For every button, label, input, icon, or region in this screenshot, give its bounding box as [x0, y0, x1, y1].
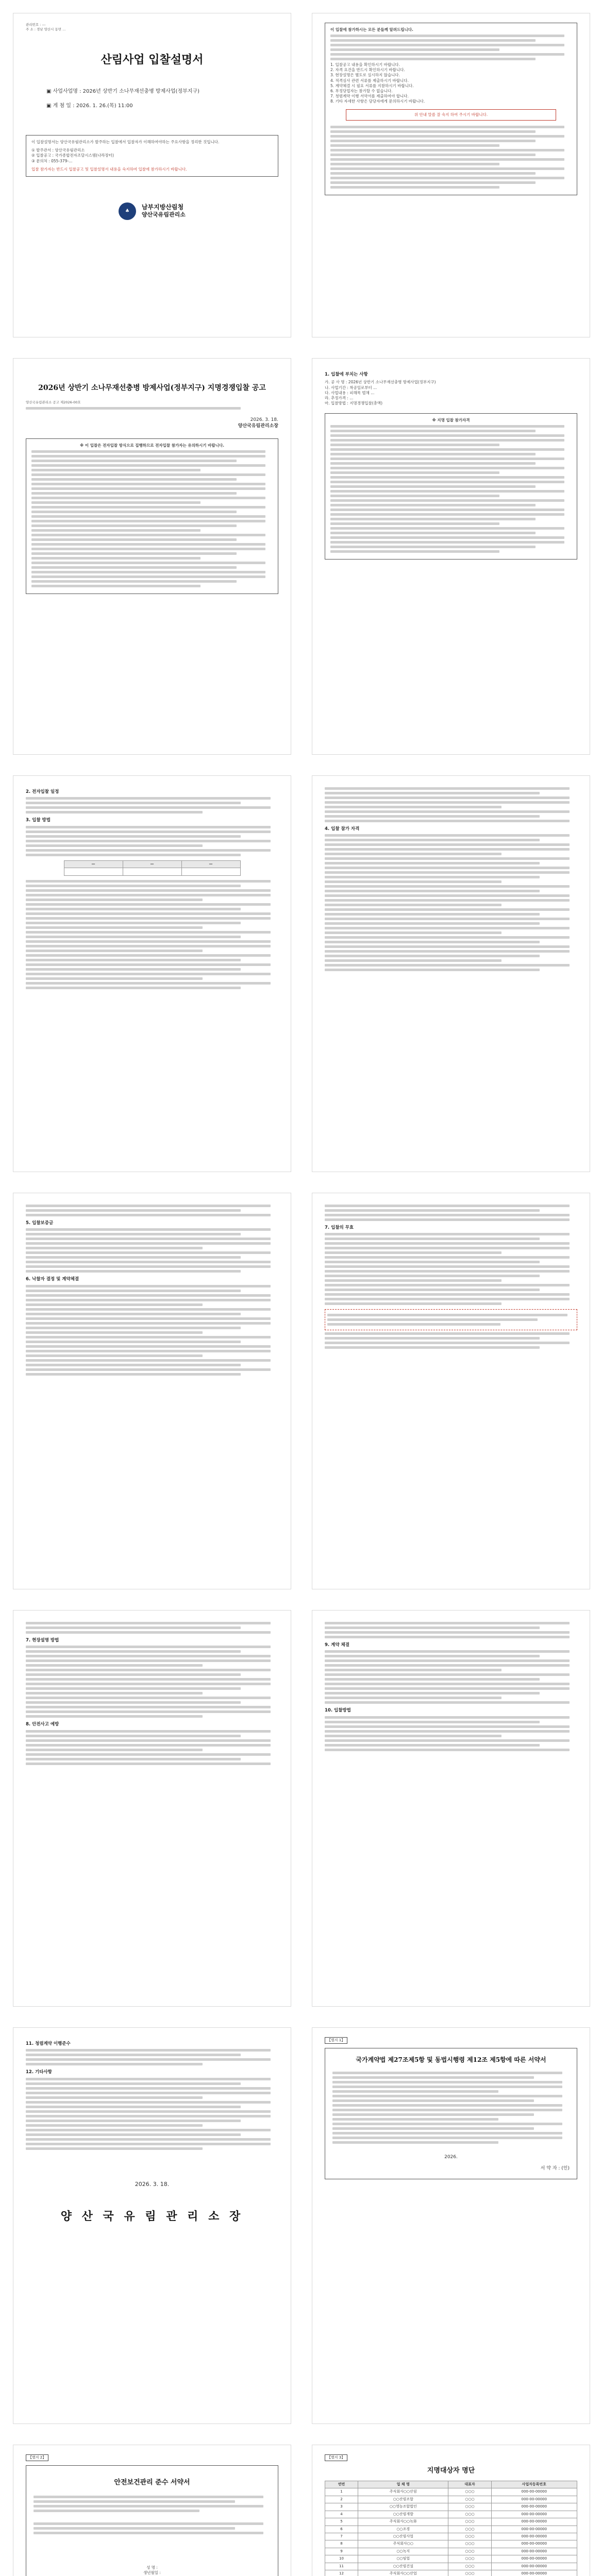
document-page [13, 358, 291, 755]
warning-text: 입찰 참가자는 반드시 입찰공고 및 입찰설명서 내용을 숙지하여 입찰에 참가하시기 바랍니다. [31, 166, 187, 172]
instructions-box [325, 23, 577, 195]
form-tag: 【별지 1】 [325, 2037, 347, 2044]
table-cell: 9 [325, 2548, 358, 2555]
table-row [325, 2503, 577, 2511]
table-cell: ○○임업 [358, 2555, 448, 2563]
instruction-item: 7. 청렴계약 이행 서약서를 제출하여야 합니다. [330, 93, 409, 98]
document-page [13, 2027, 291, 2424]
header-meta: 관리번호 : --- [26, 23, 46, 27]
closing-date: 2026. 3. 18. [135, 2180, 170, 2188]
document-page [312, 2445, 590, 2576]
instruction-item: 4. 적격심사 관련 서류를 제출하시기 바랍니다. [330, 78, 409, 83]
header-meta: 주 소 : 경남 양산시 동면 ... [26, 27, 66, 31]
highlight-box [325, 1309, 577, 1330]
instruction-item: 2. 자격 요건을 반드시 확인하시기 바랍니다. [330, 67, 405, 73]
table-cell: 1 [325, 2488, 358, 2496]
table-cell: 6 [325, 2526, 358, 2533]
table-cell: 8 [325, 2540, 358, 2548]
section-heading: 5. 입찰보증금 [26, 1221, 54, 1226]
table-cell: ○○○ [448, 2540, 491, 2548]
table-cell: ○○○ [448, 2511, 491, 2518]
section-heading: 3. 입찰 방법 [26, 818, 51, 823]
price-table: — — — [64, 860, 241, 876]
box-title: 이 입찰에 참가하시는 모든 분들께 알려드립니다. [330, 27, 413, 32]
notice-box [26, 135, 278, 177]
page-title: 산림사업 입찰설명서 [101, 53, 204, 66]
org-subname: 양산국유림관리소 [141, 211, 186, 218]
table-cell: ○○○ [448, 2563, 491, 2570]
issuer-signature: 양 산 국 유 림 관 리 소 장 [60, 2209, 244, 2223]
table-cell: 000-00-00000 [491, 2540, 577, 2548]
table-cell: 000-00-00000 [491, 2555, 577, 2563]
table-cell: 주식회사○○산림 [358, 2488, 448, 2496]
section-heading: 7. 입찰의 무효 [325, 1225, 354, 1230]
info-row: 나. 사업기간 : 착공일로부터 ... [325, 385, 377, 390]
info-row: 가. 공 사 명 : 2026년 상반기 소나무재선충병 방제사업(정부지구) [325, 380, 436, 385]
table-cell: 000-00-00000 [491, 2488, 577, 2496]
instruction-item: 1. 입찰공고 내용을 확인하시기 바랍니다. [330, 62, 400, 67]
table-cell: 000-00-00000 [491, 2518, 577, 2526]
form-title: 국가계약법 제27조제5항 및 동법시행령 제12조 제5항에 따른 서약서 [356, 2056, 546, 2064]
table-cell: 12 [325, 2570, 358, 2576]
section-heading: 7. 현장설명 방법 [26, 1638, 59, 1643]
announcement-date: 2026. 3. 18. [250, 417, 278, 422]
table-cell: 000-00-00000 [491, 2526, 577, 2533]
notice-item: ① 발주관서 : 양산국유림관리소 [31, 148, 85, 153]
table-cell: 000-00-00000 [491, 2511, 577, 2518]
signer-field: 서 약 자 : (인) [540, 2165, 570, 2171]
item-label: ▣ 사업사업명 : [46, 89, 81, 95]
document-page [312, 2027, 590, 2424]
table-row [325, 2488, 577, 2496]
document-page [312, 13, 590, 337]
table-row [325, 2511, 577, 2518]
table-cell: ○○산림사업 [358, 2533, 448, 2540]
table-cell: ○○산림개발 [358, 2511, 448, 2518]
info-row: 다. 사업내용 : 피해목 벌채 ... [325, 390, 375, 395]
table-cell: ○○○ [448, 2555, 491, 2563]
nominee-table [325, 2481, 577, 2576]
table-cell: 11 [325, 2563, 358, 2570]
table-row [325, 2533, 577, 2540]
info-row: 마. 입찰방법 : 지명경쟁입찰(총액) [325, 400, 383, 405]
notice-item: ② 입찰공고 : 국가종합전자조달시스템(나라장터) [31, 153, 114, 158]
item-name: 2026년 상반기 소나무재선충병 방제사업(정부지구) [82, 89, 199, 95]
org-name: 남부지방산림청 [141, 203, 184, 211]
table-row [325, 2540, 577, 2548]
notice-item: ③ 문의처 : 055-379-... [31, 158, 73, 163]
form-title: 안전보건관리 준수 서약서 [114, 2479, 190, 2487]
red-notice-text: 위 안내 말씀 잘 숙지 하여 주시기 바랍니다. [414, 112, 488, 117]
table-cell: 주식회사○○ [358, 2540, 448, 2548]
electronic-bid-notice-box [26, 438, 278, 594]
form-tag: 【별지 2】 [26, 2454, 48, 2461]
section-heading: 11. 청렴계약 이행준수 [26, 2041, 71, 2046]
announcement-title: 2026년 상반기 소나무재선충병 방제사업(정부지구) 지명경쟁입찰 공고 [38, 384, 266, 392]
pledge-form [325, 2048, 577, 2179]
column-header: 연번 [325, 2481, 358, 2488]
table-cell: ○○영농조합법인 [358, 2503, 448, 2511]
table-row [325, 2555, 577, 2563]
document-page [312, 775, 590, 1172]
table-cell: 3 [325, 2503, 358, 2511]
column-header: 업 체 명 [358, 2481, 448, 2488]
table-cell: ○○○ [448, 2533, 491, 2540]
table-cell: 000-00-00000 [491, 2533, 577, 2540]
section-heading: 8. 안전사고 예방 [26, 1722, 59, 1727]
instruction-item: 8. 기타 자세한 사항은 담당자에게 문의하시기 바랍니다. [330, 99, 425, 104]
section-heading: 10. 입찰방법 [325, 1708, 351, 1714]
instruction-item: 6. 부정당업자는 참가할 수 없습니다. [330, 88, 393, 93]
table-cell: 2 [325, 2496, 358, 2503]
form-tag: 【별지 3】 [325, 2454, 347, 2461]
document-page [13, 1610, 291, 2007]
document-page [13, 775, 291, 1172]
date-label: ▣ 게 첨 일 : [46, 103, 75, 109]
table-cell: 000-00-00000 [491, 2570, 577, 2576]
red-notice-box [346, 109, 556, 121]
table-cell: ○○○ [448, 2526, 491, 2533]
safety-pledge-form [26, 2465, 278, 2576]
table-cell: ○○○ [448, 2518, 491, 2526]
table-cell: 5 [325, 2518, 358, 2526]
box-heading: ※ 지명 입찰 참가자격 [432, 418, 470, 423]
notice-number: 양산국유림관리소 공고 제2026-00호 [26, 400, 81, 404]
announcing-org: 양산국유림관리소장 [238, 423, 278, 429]
table-row [325, 2496, 577, 2503]
table-row [325, 2518, 577, 2526]
table-cell: 10 [325, 2555, 358, 2563]
table-cell: ○○녹지 [358, 2548, 448, 2555]
document-page [312, 1610, 590, 2007]
document-page [312, 358, 590, 755]
form-date: 2026. [444, 2154, 458, 2160]
table-row [325, 2563, 577, 2570]
table-row [325, 2526, 577, 2533]
table-row [325, 2570, 577, 2576]
table-cell: ○○○ [448, 2548, 491, 2555]
column-header: 사업자등록번호 [491, 2481, 577, 2488]
table-cell: 4 [325, 2511, 358, 2518]
section-heading: 1. 입찰에 부치는 사항 [325, 372, 368, 377]
qualification-box [325, 413, 577, 560]
list-title: 지명대상자 명단 [427, 2467, 475, 2475]
table-cell: 000-00-00000 [491, 2563, 577, 2570]
table-cell: 주식회사○○산업 [358, 2570, 448, 2576]
table-cell: ○○○ [448, 2570, 491, 2576]
document-page [13, 1193, 291, 1589]
notice-text: 이 입찰설명서는 양산국유림관리소가 발주하는 입찰에서 입찰자가 이해하여야하는 주요사항을 정리한 것입니다. [31, 140, 220, 145]
table-cell: ○○산림건설 [358, 2563, 448, 2570]
column-header: 대표자 [448, 2481, 491, 2488]
document-page [13, 2445, 291, 2576]
info-row: 라. 추정가격 : ... [325, 395, 354, 400]
section-heading: 12. 기타사항 [26, 2070, 52, 2075]
box-heading: ※ 이 입찰은 전자입찰 방식으로 집행하므로 전자입찰 참가자는 유의하시기 바랍니다. [80, 443, 224, 448]
table-cell: ○○조경 [358, 2526, 448, 2533]
document-page [13, 13, 291, 337]
table-cell: 000-00-00000 [491, 2503, 577, 2511]
opening-date: 2026. 1. 26.(목) 11:00 [76, 103, 133, 109]
section-heading: 9. 계약 체결 [325, 1642, 349, 1648]
table-cell: 000-00-00000 [491, 2548, 577, 2555]
table-cell: ○○○ [448, 2496, 491, 2503]
table-cell: 000-00-00000 [491, 2496, 577, 2503]
section-heading: 2. 전자입찰 일정 [26, 789, 59, 794]
table-cell: 7 [325, 2533, 358, 2540]
table-cell: ○○산림조합 [358, 2496, 448, 2503]
form-field: 생년월일 : [143, 2570, 161, 2575]
instruction-item: 3. 현장설명은 별도로 실시하지 않습니다. [330, 73, 400, 78]
form-field: 성 명 : [146, 2565, 158, 2570]
instruction-item: 5. 계약체결 시 필요 서류를 지참하시기 바랍니다. [330, 83, 414, 88]
table-cell: ○○○ [448, 2503, 491, 2511]
document-page [312, 1193, 590, 1589]
forest-service-emblem: ♣ [119, 202, 136, 220]
section-heading: 4. 입찰 참가 자격 [325, 826, 360, 832]
table-cell: ○○○ [448, 2488, 491, 2496]
table-row [325, 2548, 577, 2555]
table-cell: 주식회사○○녹화 [358, 2518, 448, 2526]
section-heading: 6. 낙찰자 결정 및 계약체결 [26, 1277, 79, 1282]
